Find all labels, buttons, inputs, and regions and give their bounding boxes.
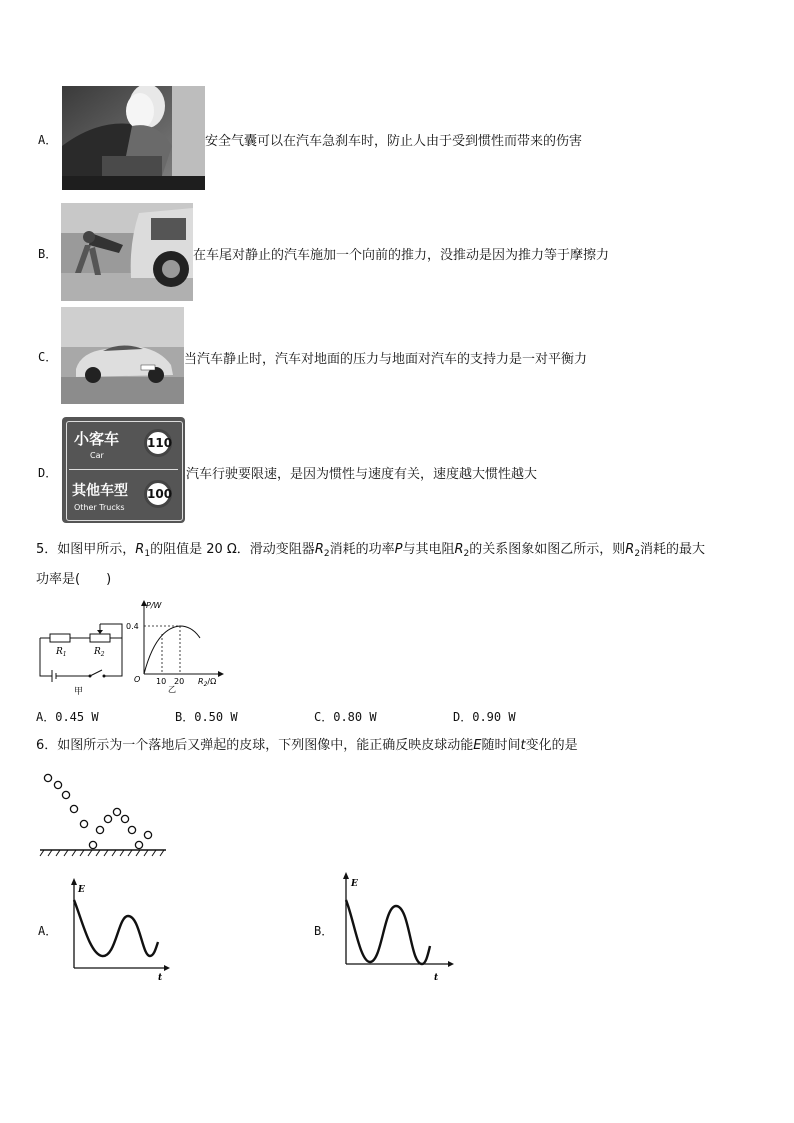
option-text: 当汽车静止时，汽车对地面的压力与地面对汽车的支持力是一对平衡力: [184, 352, 588, 367]
graph-a-x-label: t: [158, 973, 163, 983]
q6-text: 变化的是: [525, 738, 578, 753]
q5-text: 消耗的功率: [329, 542, 395, 557]
q5-text: 的阻值是 20 Ω．滑动变阻器: [150, 542, 315, 557]
sign-row2-label: 其他车型: [72, 483, 128, 499]
q5-var: R: [135, 542, 145, 557]
q5-stem-line2: 功率是( ): [36, 572, 112, 587]
graph-x-sub: 2: [203, 681, 208, 688]
power-resistance-graph: [126, 598, 226, 693]
q6-text: 随时间: [481, 738, 521, 753]
option-text: 安全气囊可以在汽车急刹车时，防止人由于受到惯性而带来的伤害: [205, 134, 583, 149]
q5-text: 消耗的最大: [640, 542, 706, 557]
q5-sub: 2: [634, 549, 641, 559]
speed-limit-sign: [62, 417, 185, 523]
circuit-r2-label: R: [94, 647, 101, 657]
option-letter: D．: [38, 466, 58, 480]
choice-a: A．0.45 W: [36, 710, 99, 724]
graph-x-unit: /Ω: [207, 677, 217, 686]
circuit-r1-label: R: [56, 647, 63, 657]
q5-sub: 2: [463, 549, 470, 559]
q5-var: R: [625, 542, 635, 557]
pushing-car-photo: [61, 203, 193, 301]
q5-sub: 1: [144, 549, 151, 559]
graph-a-y-label: E: [78, 885, 85, 895]
q5-var: R: [454, 542, 464, 557]
q5-text: 的关系图象如图乙所示，则: [469, 542, 626, 557]
sign-row1-label: 小客车: [74, 430, 120, 448]
q6-text: 6．如图所示为一个落地后又弹起的皮球，下列图像中，能正确反映皮球动能: [36, 738, 474, 753]
airbag-photo: [62, 86, 205, 190]
sign-row2-en: Other Trucks: [74, 503, 125, 512]
circuit-r2-sub: 2: [100, 651, 105, 658]
q5-var: R: [314, 542, 324, 557]
q5-text: 与其电阻: [402, 542, 455, 557]
graph-b-x-label: t: [434, 973, 439, 983]
energy-graph-b: [338, 870, 458, 988]
q5-stem: [36, 535, 766, 569]
graph-caption: 乙: [168, 685, 176, 693]
sign-limit-100: 100: [144, 480, 172, 508]
q5-sub: 2: [323, 549, 330, 559]
option-letter: A．: [38, 133, 58, 147]
energy-graph-a: [66, 876, 172, 986]
q6-stem: [36, 731, 578, 761]
option-text: 在车尾对静止的汽车施加一个向前的推力，没推动是因为推力等于摩擦力: [193, 248, 610, 263]
graph-b-letter: B．: [314, 924, 334, 938]
graph-a-letter: A．: [38, 924, 58, 938]
circuit-r1-sub: 1: [62, 651, 67, 658]
graph-x-label: R: [198, 677, 204, 686]
choice-b: B．0.50 W: [175, 710, 238, 724]
graph-x-tick: 20: [174, 677, 185, 686]
svg-text:R1: [55, 647, 67, 658]
q6-var: t: [520, 738, 526, 753]
graph-origin: O: [134, 675, 141, 684]
q5-text: 5．如图甲所示，: [36, 542, 136, 557]
svg-text:R2/Ω: [198, 677, 216, 688]
svg-text:R2: [93, 647, 105, 658]
graph-b-y-label: E: [351, 879, 358, 889]
choice-d: D．0.90 W: [453, 710, 516, 724]
circuit-diagram: [36, 620, 128, 700]
graph-x-tick: 10: [156, 677, 167, 686]
choice-c: C．0.80 W: [314, 710, 377, 724]
bouncing-ball-diagram: [38, 770, 168, 858]
option-letter: B．: [38, 247, 58, 261]
option-text: 汽车行驶要限速，是因为惯性与速度有关，速度越大惯性越大: [186, 467, 538, 482]
sports-car-photo: [61, 307, 184, 404]
graph-y-tick: 0.4: [126, 622, 139, 631]
sign-row1-en: Car: [90, 451, 104, 460]
option-letter: C．: [38, 350, 58, 364]
graph-y-label: P/W: [146, 601, 162, 610]
sign-limit-110: 110: [144, 429, 172, 457]
q5-var: P: [394, 542, 403, 557]
circuit-caption: 甲: [74, 687, 84, 697]
q6-var: E: [473, 738, 482, 753]
